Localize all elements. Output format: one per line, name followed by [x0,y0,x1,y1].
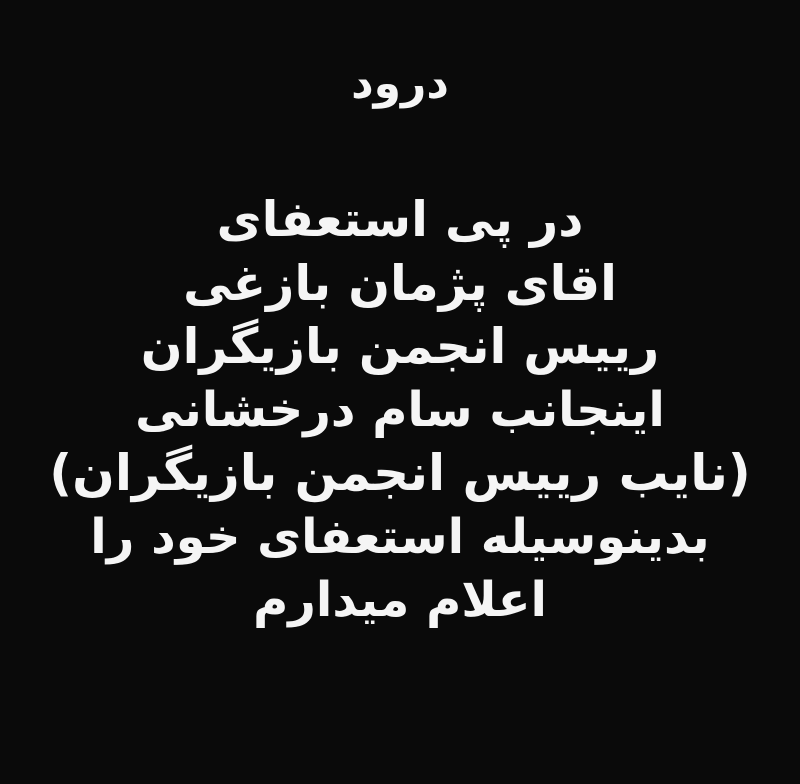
statement-line: بدینوسیله استعفای خود را [90,509,710,566]
statement-line: (نایب ریيس انجمن بازیگران) [49,444,751,503]
statement-line: اعلام میدارم [253,571,547,628]
statement-line: در پی استعفای [216,191,584,248]
statement-line: اقای پژمان بازغی [183,254,617,312]
statement-body [0,188,800,631]
greeting-text: درود [351,58,449,109]
statement-line: ریيس انجمن بازیگران [140,318,660,376]
statement-line: اینجانب سام درخشانی [135,382,665,439]
